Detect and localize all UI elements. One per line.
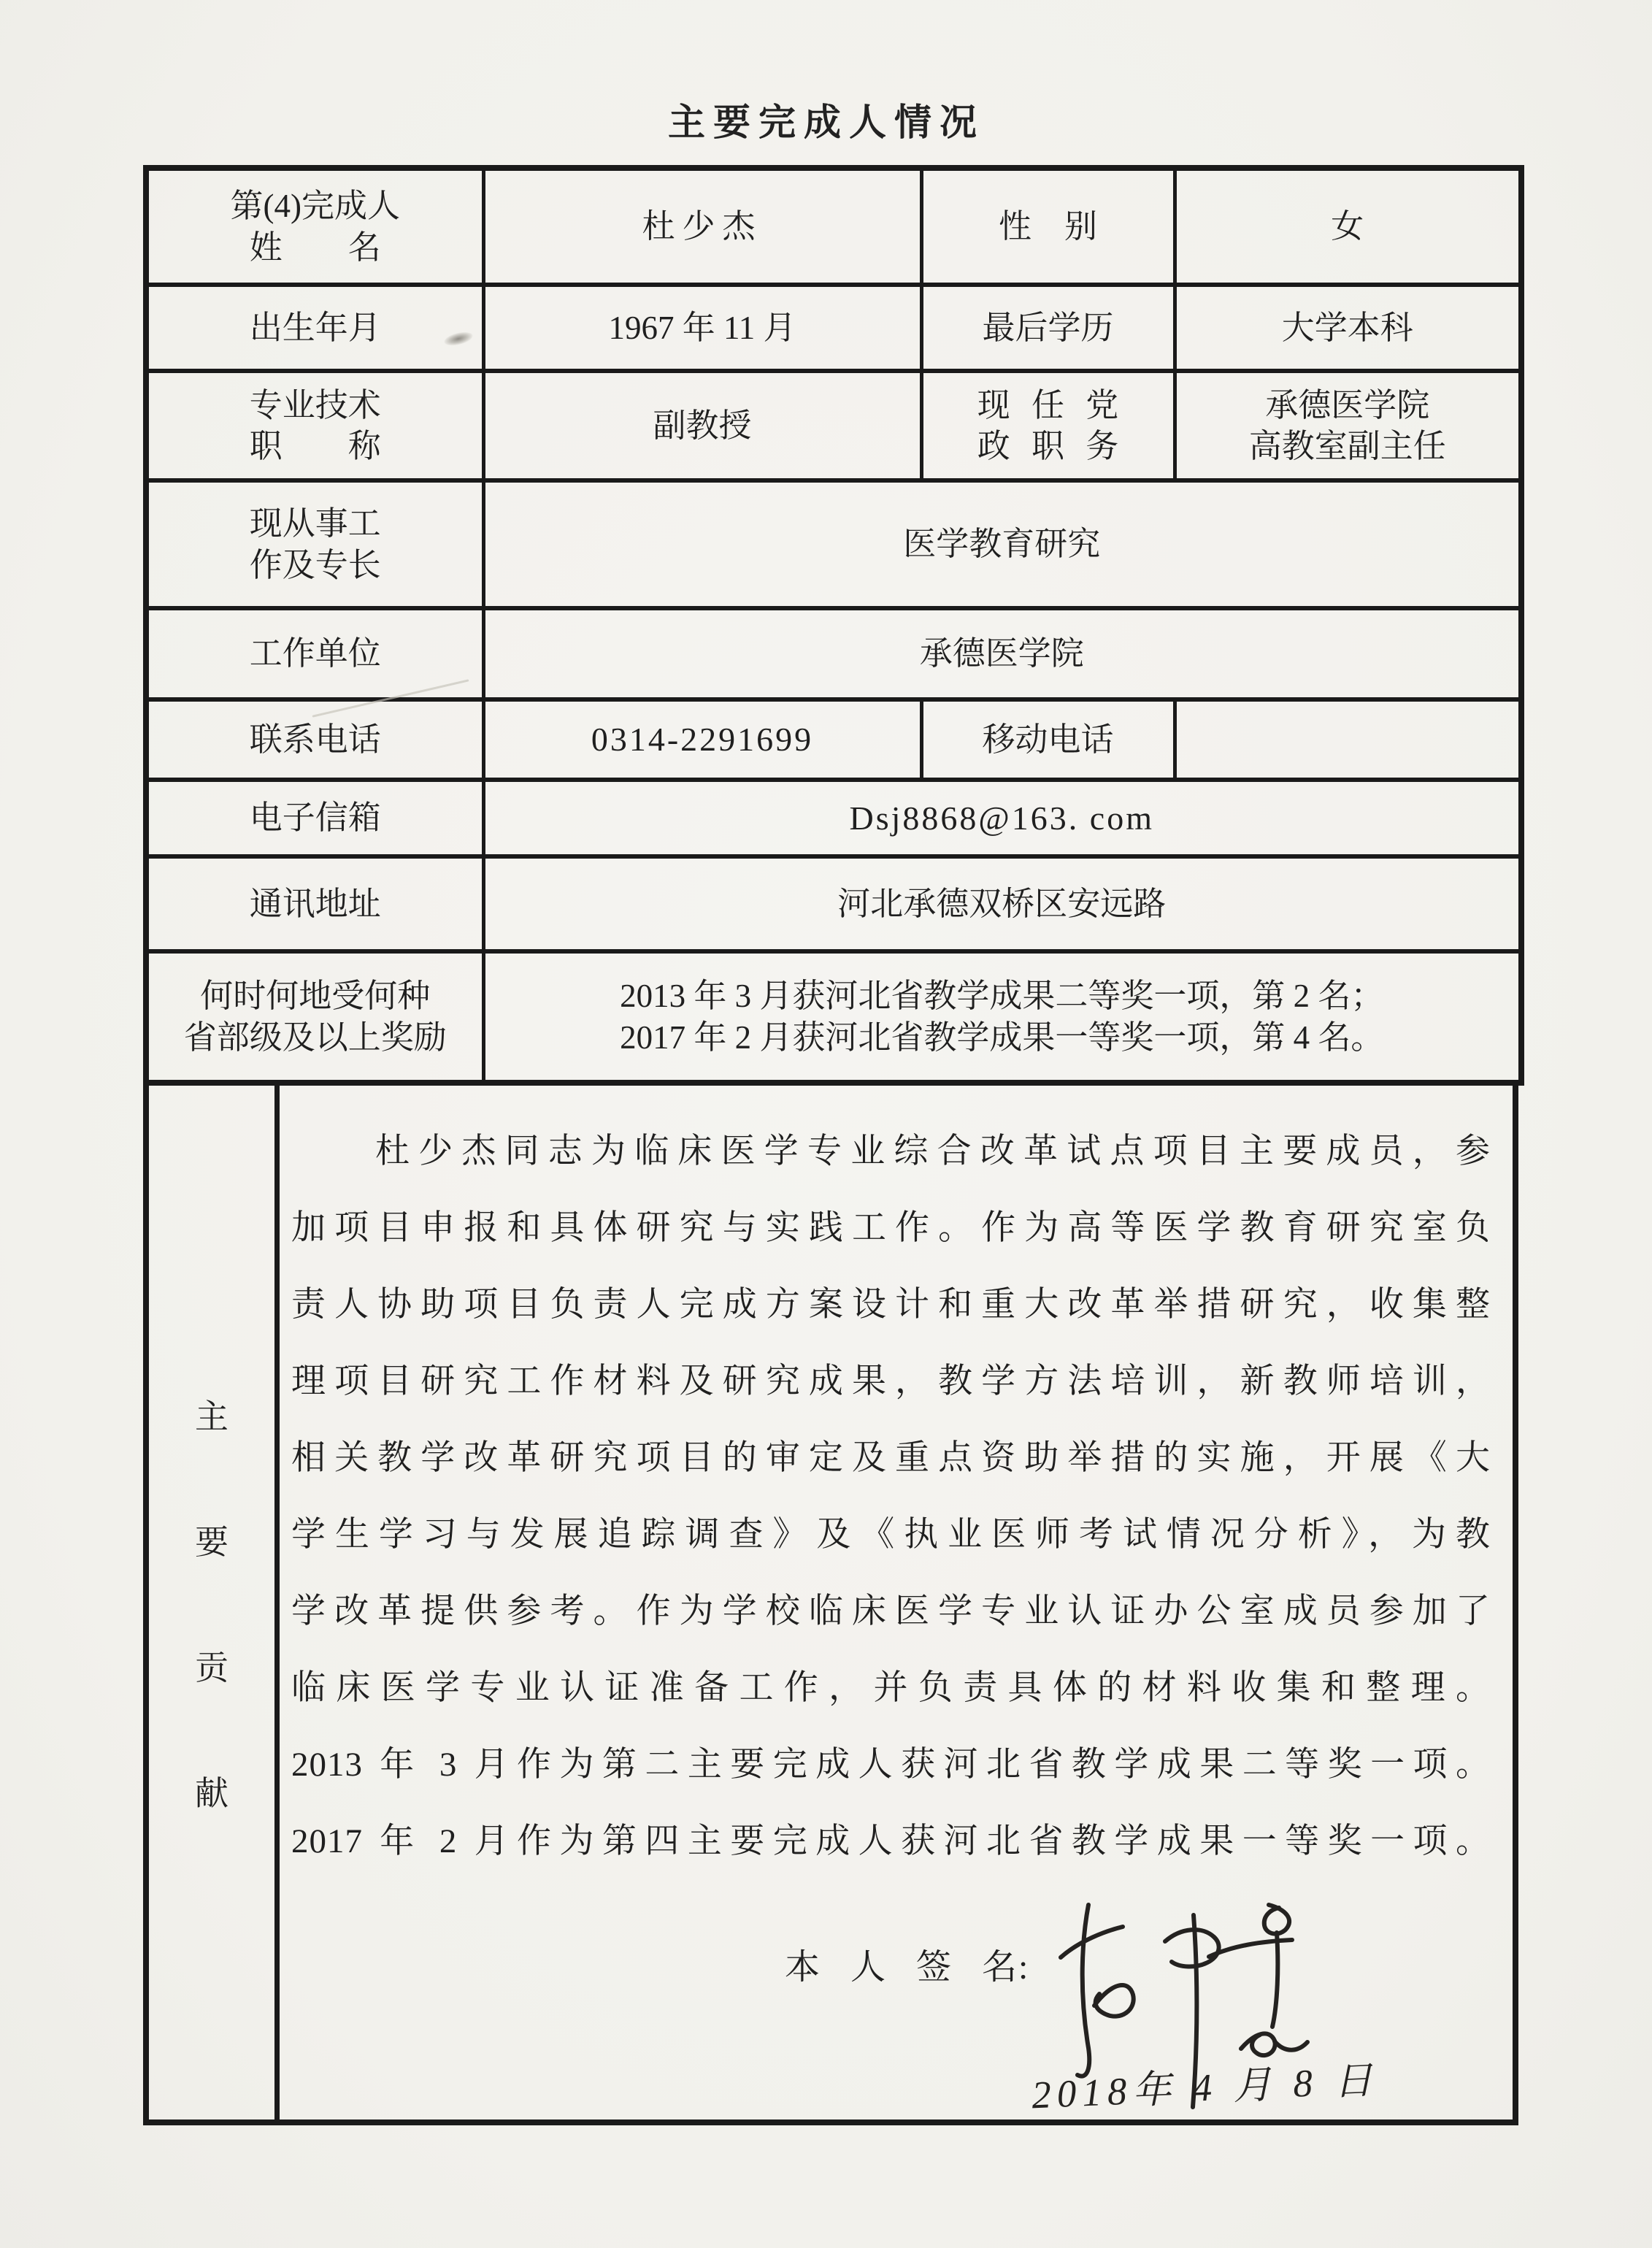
contribution-line: 学改革提供参考。作为学校临床医学专业认证办公室成员参加了 bbox=[291, 1592, 1491, 1630]
name-value: 杜少杰 bbox=[642, 208, 763, 245]
page-title: 主要完成人情况 bbox=[667, 103, 985, 144]
edu-value: 大学本科 bbox=[1281, 309, 1413, 346]
duty-value-1: 承德医学院 bbox=[1265, 386, 1430, 423]
duty-label-1: 现 任 党 bbox=[977, 386, 1119, 423]
prof-title-value-cell bbox=[483, 371, 921, 480]
work-value: 医学教育研究 bbox=[903, 526, 1101, 563]
row-birth bbox=[146, 285, 1521, 371]
row-awards bbox=[146, 951, 1521, 1083]
row-title bbox=[146, 371, 1521, 480]
mobile-label-cell bbox=[921, 699, 1175, 780]
contribution-line: 2013 年 3 月作为第二主要完成人获河北省教学成果二等奖一项。 bbox=[291, 1746, 1491, 1784]
row-phone bbox=[146, 699, 1521, 780]
award-label-2: 省部级及以上奖励 bbox=[183, 1018, 447, 1056]
email-value: Dsj8868@163. com bbox=[849, 799, 1154, 837]
address-label-cell bbox=[146, 856, 483, 951]
award-label-1: 何时何地受何种 bbox=[200, 978, 431, 1015]
contribution-line: 相关教学改革研究项目的审定及重点资助举措的实施，开展《大 bbox=[291, 1439, 1491, 1477]
contribution-line: 临床医学专业认证准备工作，并负责具体的材料收集和整理。 bbox=[291, 1669, 1491, 1707]
name-value-cell bbox=[483, 168, 921, 285]
mobile-label: 移动电话 bbox=[982, 721, 1114, 758]
duty-label-2: 政 职 务 bbox=[977, 428, 1119, 464]
gender-label-cell bbox=[921, 168, 1175, 285]
gender-label: 性 别 bbox=[998, 208, 1097, 245]
gender-value: 女 bbox=[1331, 208, 1364, 245]
row-address bbox=[146, 856, 1521, 951]
completer-number-label: 第(4)完成人 bbox=[230, 188, 400, 225]
duty-label-cell bbox=[921, 371, 1175, 480]
contribution-body bbox=[280, 1086, 1513, 2120]
prof-title-label-cell bbox=[146, 371, 483, 480]
work-label-2: 作及专长 bbox=[249, 546, 381, 583]
duty-value-cell bbox=[1175, 371, 1521, 480]
address-value: 河北承德双桥区安远路 bbox=[837, 885, 1167, 922]
phone-value: 0314-2291699 bbox=[591, 721, 814, 759]
work-label-1: 现从事工 bbox=[249, 505, 381, 542]
edu-value-cell bbox=[1175, 285, 1521, 371]
contribution-label-char-2: 要 bbox=[195, 1524, 228, 1561]
phone-label: 联系电话 bbox=[249, 721, 381, 758]
contribution-line: 2017 年 2 月作为第四主要完成人获河北省教学成果一等奖一项。 bbox=[291, 1822, 1491, 1860]
contribution-label-char-3: 贡 bbox=[195, 1649, 228, 1687]
birth-value-cell bbox=[483, 285, 921, 371]
row-email bbox=[146, 780, 1521, 856]
contribution-line: 杜少杰同志为临床医学专业综合改革试点项目主要成员，参 bbox=[375, 1132, 1491, 1170]
contribution-line: 理项目研究工作材料及研究成果，教学方法培训，新教师培训， bbox=[291, 1362, 1491, 1400]
completer-form bbox=[143, 165, 1518, 2125]
birth-label-cell bbox=[146, 285, 483, 371]
contribution-line: 加项目申报和具体研究与实践工作。作为高等医学教育研究室负 bbox=[291, 1209, 1491, 1247]
completer-info-table bbox=[143, 165, 1524, 1086]
work-value-cell bbox=[483, 480, 1521, 608]
birth-value: 1967 年 11 月 bbox=[608, 309, 796, 346]
contribution-paragraph bbox=[291, 1113, 1491, 1880]
signature-label: 本 人 签 名: bbox=[785, 1948, 1030, 1987]
prof-title-label-1: 专业技术 bbox=[249, 386, 381, 423]
contribution-line: 责人协助项目负责人完成方案设计和重大改革举措研究，收集整 bbox=[291, 1286, 1491, 1324]
contribution-label-char-4: 献 bbox=[195, 1775, 228, 1812]
prof-title-value: 副教授 bbox=[653, 407, 752, 444]
main-contribution-section bbox=[143, 1086, 1518, 2125]
row-name bbox=[146, 168, 1521, 285]
contribution-vertical-label bbox=[149, 1086, 280, 2120]
contribution-label-char-1: 主 bbox=[195, 1398, 228, 1435]
row-employer bbox=[146, 608, 1521, 699]
email-value-cell bbox=[483, 780, 1521, 856]
contribution-line: 学生学习与发展追踪调查》及《执业医师考试情况分析》，为教 bbox=[291, 1516, 1491, 1554]
email-label: 电子信箱 bbox=[249, 799, 381, 837]
name-label-cell bbox=[146, 168, 483, 285]
award-label-cell bbox=[146, 951, 483, 1083]
employer-value: 承德医学院 bbox=[919, 635, 1084, 672]
name-label: 姓 名 bbox=[249, 229, 381, 266]
employer-value-cell bbox=[483, 608, 1521, 699]
employer-label-cell bbox=[146, 608, 483, 699]
duty-value-2: 高教室副主任 bbox=[1248, 428, 1446, 464]
email-label-cell bbox=[146, 780, 483, 856]
employer-label: 工作单位 bbox=[249, 635, 381, 672]
edu-label-cell bbox=[921, 285, 1175, 371]
prof-title-label-2: 职 称 bbox=[249, 428, 381, 464]
address-value-cell bbox=[483, 856, 1521, 951]
address-label: 通讯地址 bbox=[249, 885, 381, 922]
phone-label-cell bbox=[146, 699, 483, 780]
work-label-cell bbox=[146, 480, 483, 608]
award-line-1: 2013 年 3 月获河北省教学成果二等奖一项，第 2 名； bbox=[620, 978, 1384, 1015]
row-current-work bbox=[146, 480, 1521, 608]
mobile-value-cell bbox=[1175, 699, 1521, 780]
birth-label: 出生年月 bbox=[249, 309, 381, 346]
gender-value-cell bbox=[1175, 168, 1521, 285]
phone-value-cell bbox=[483, 699, 921, 780]
award-line-2: 2017 年 2 月获河北省教学成果一等奖一项，第 4 名。 bbox=[620, 1018, 1384, 1056]
award-value-cell bbox=[483, 951, 1521, 1083]
edu-label: 最后学历 bbox=[982, 309, 1114, 346]
signature-date: 2018年 4 月 8 日 bbox=[1031, 2059, 1380, 2117]
